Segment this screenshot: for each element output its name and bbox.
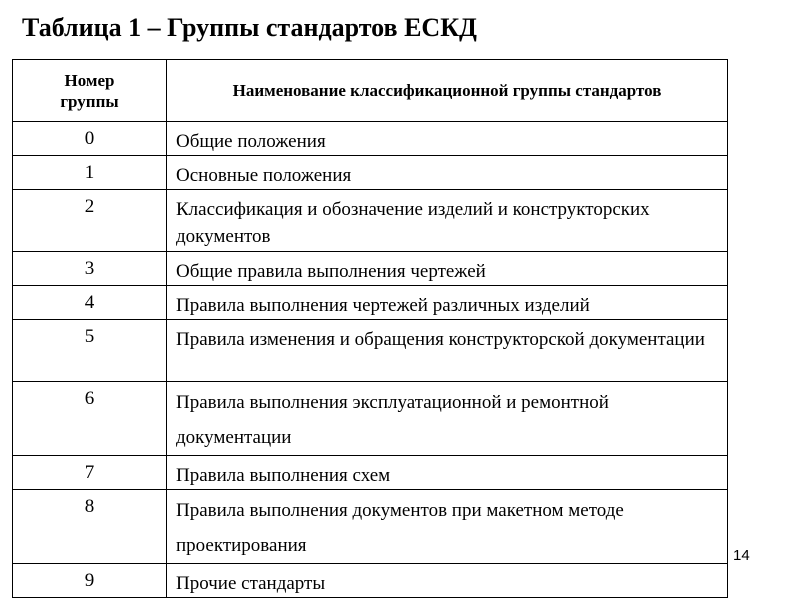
table-row (13, 190, 728, 252)
table-row (13, 286, 728, 320)
group-name-cell: Правила изменения и обращения конструкторской документации (167, 320, 728, 382)
standards-table (12, 59, 728, 598)
group-number-cell: 5 (13, 320, 167, 382)
group-number-cell: 4 (13, 286, 167, 320)
table-row (13, 456, 728, 490)
table-row (13, 490, 728, 564)
table-row (13, 156, 728, 190)
group-name-cell: Правила выполнения чертежей различных изделий (167, 286, 728, 320)
header-group-name: Наименование классификационной группы стандартов (167, 60, 728, 122)
group-name-cell: Правила выполнения документов при макетном методе проектирования (167, 490, 728, 564)
group-number-cell: 6 (13, 382, 167, 456)
group-number-cell: 1 (13, 156, 167, 190)
group-name-cell: Общие положения (167, 122, 728, 156)
group-name-cell: Правила выполнения схем (167, 456, 728, 490)
table-row (13, 122, 728, 156)
group-name-cell: Прочие стандарты (167, 564, 728, 598)
group-number-cell: 0 (13, 122, 167, 156)
group-number-cell: 9 (13, 564, 167, 598)
table-row (13, 252, 728, 286)
group-name-cell: Классификация и обозначение изделий и конструкторских документов (167, 190, 728, 252)
table-row (13, 564, 728, 598)
table-row (13, 320, 728, 382)
page-number: 14 (733, 547, 750, 564)
group-number-cell: 2 (13, 190, 167, 252)
group-name-cell: Общие правила выполнения чертежей (167, 252, 728, 286)
group-number-cell: 7 (13, 456, 167, 490)
header-group-number: Номер группы (13, 60, 167, 122)
group-number-cell: 3 (13, 252, 167, 286)
group-name-cell: Основные положения (167, 156, 728, 190)
group-number-cell: 8 (13, 490, 167, 564)
page-title: Таблица 1 – Группы стандартов ЕСКД (22, 13, 477, 42)
table-row (13, 382, 728, 456)
group-name-cell: Правила выполнения эксплуатационной и ремонтной документации (167, 382, 728, 456)
table-header-row (13, 60, 728, 122)
